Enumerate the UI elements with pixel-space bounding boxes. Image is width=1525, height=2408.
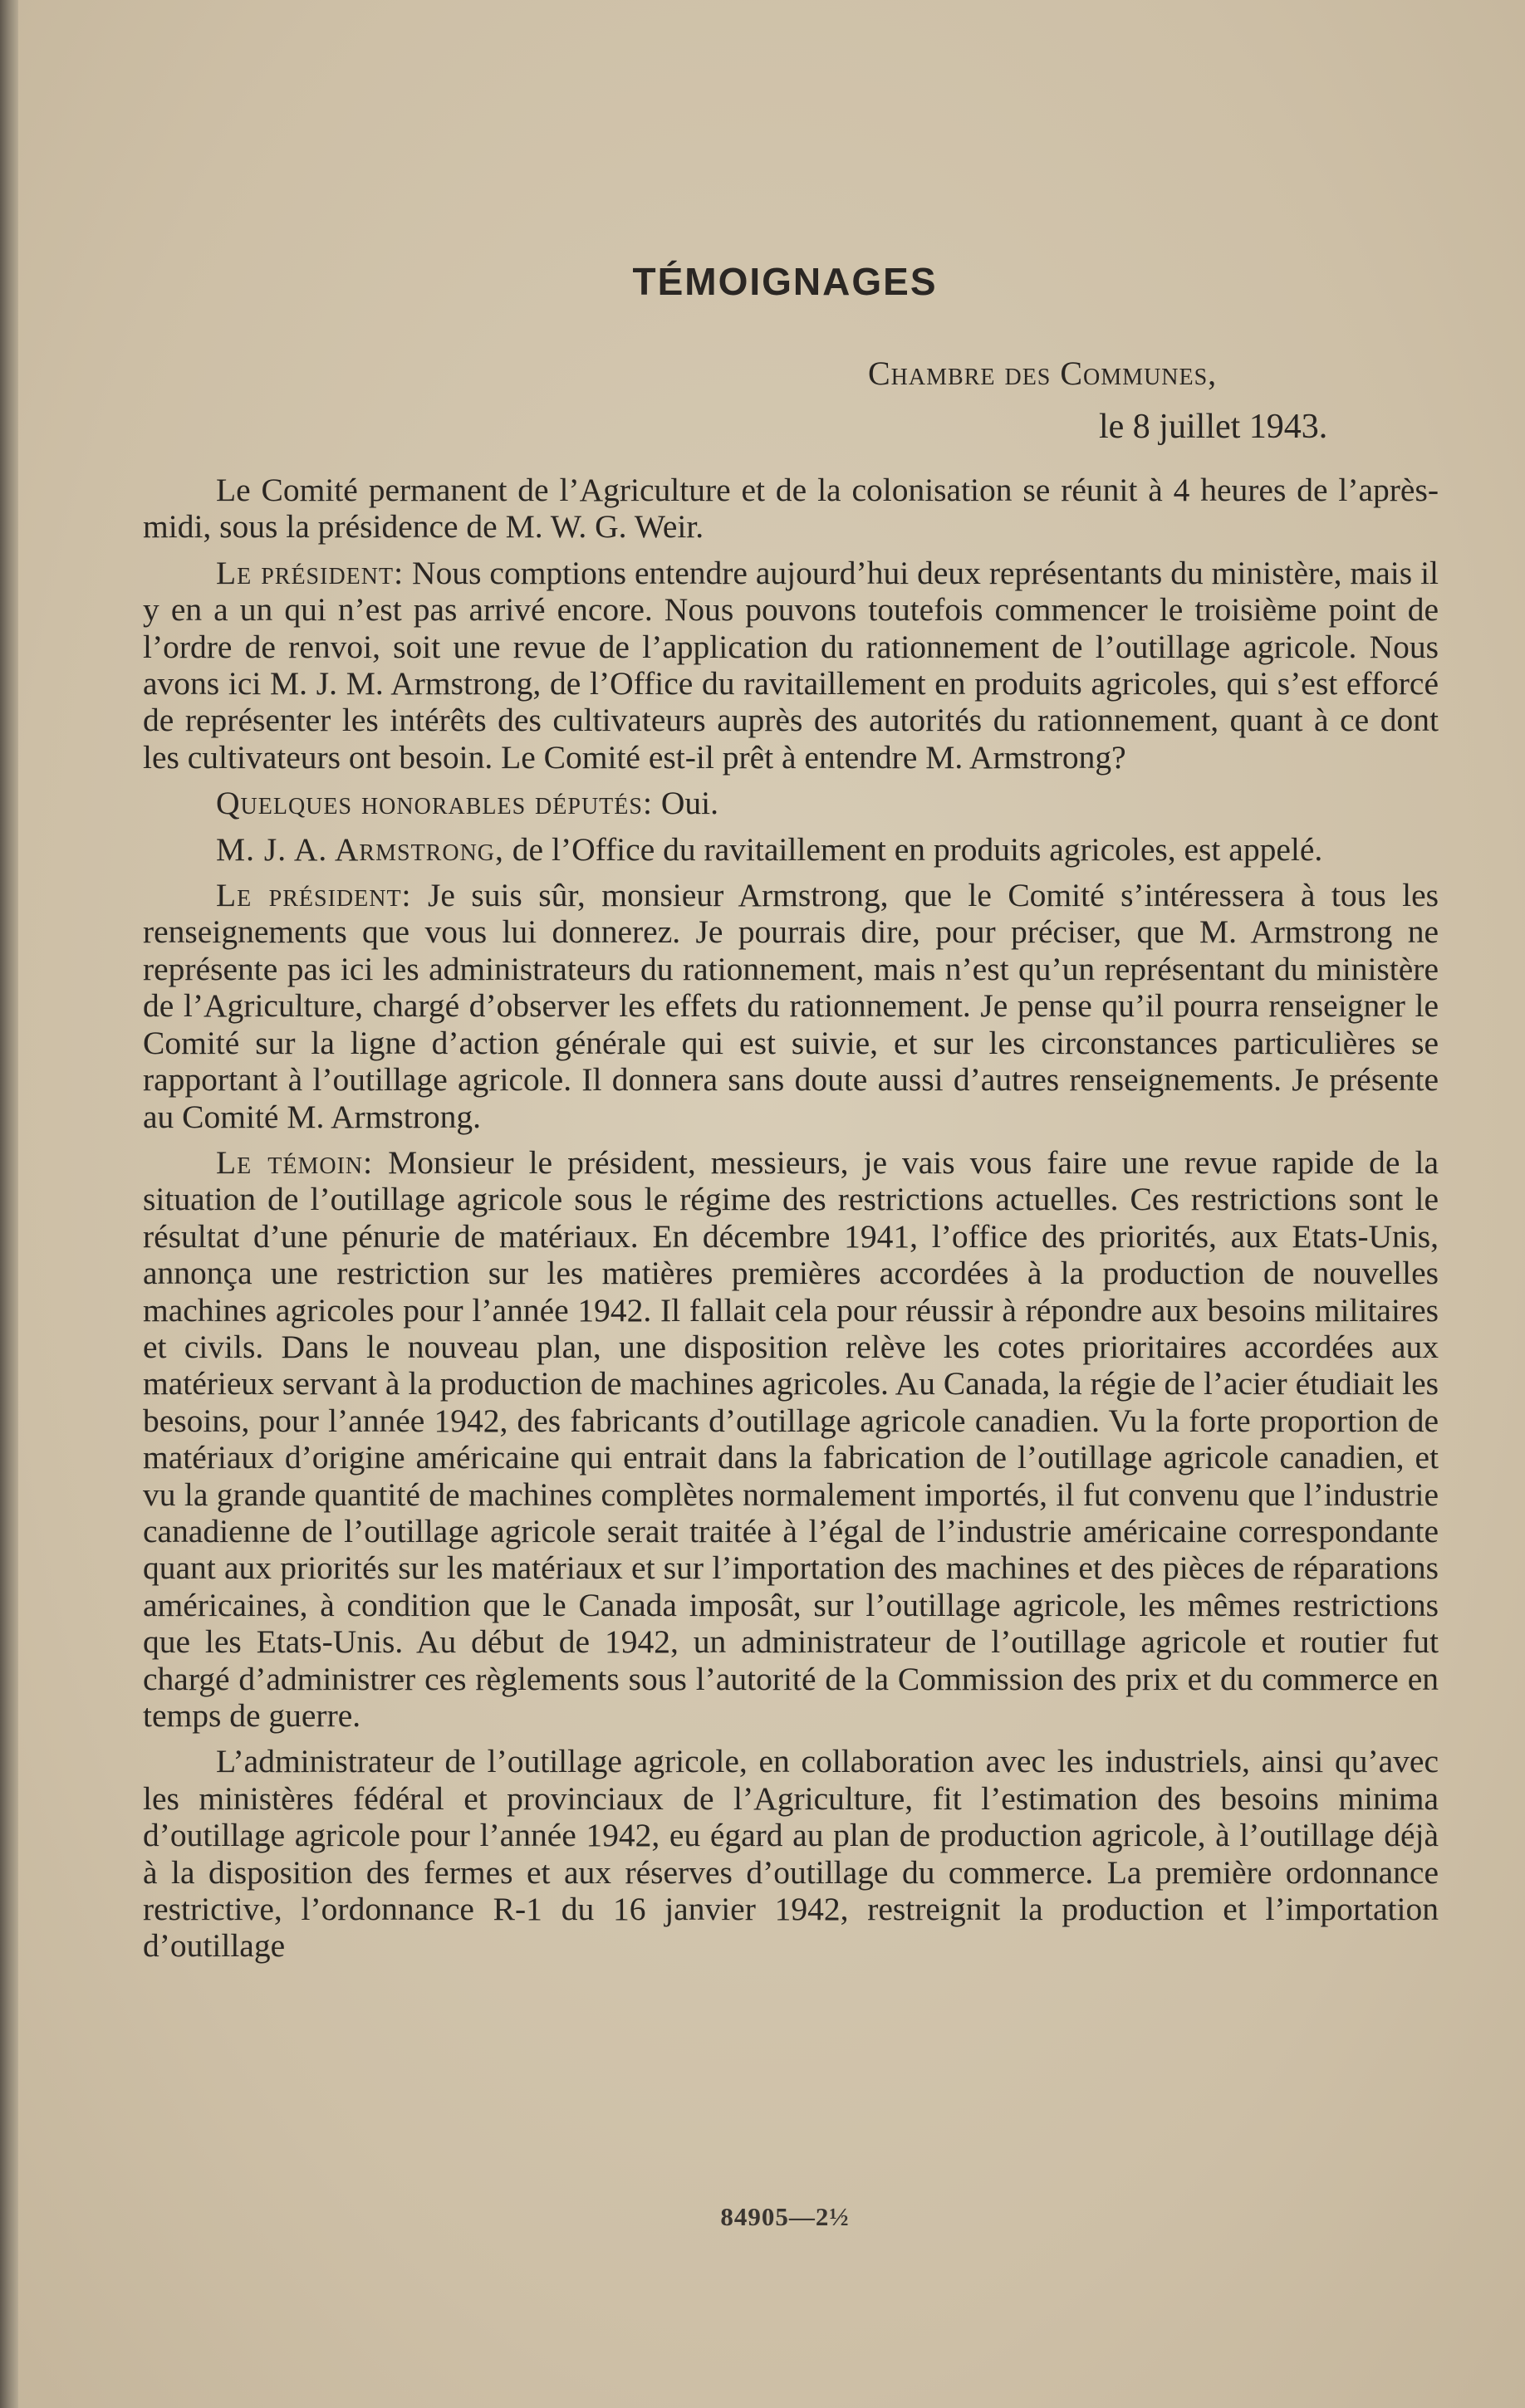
location-line: Chambre des Communes, bbox=[868, 355, 1218, 392]
paragraph-5 bbox=[143, 877, 1439, 1135]
paragraph-6 bbox=[143, 1144, 1439, 1735]
speaker-label: Le témoin: bbox=[216, 1143, 374, 1181]
page-title: TÉMOIGNAGES bbox=[632, 260, 938, 303]
speaker-label: Quelques honorables députés: bbox=[216, 785, 653, 822]
paragraph-7 bbox=[143, 1743, 1439, 1964]
speaker-label: M. J. A. Armstrong, bbox=[216, 830, 504, 868]
paragraph-3 bbox=[143, 785, 1439, 821]
binding-edge bbox=[0, 0, 18, 2408]
date-line: le 8 juillet 1943. bbox=[1099, 408, 1328, 446]
paragraph-text: Le Comité permanent de l’Agriculture et de la colonisation se réunit à 4 heures de l’après-midi, sous la présidence de M. W. G. Weir. bbox=[143, 472, 1439, 546]
speaker-label: Le président: bbox=[216, 877, 412, 914]
paragraph-2 bbox=[143, 555, 1439, 776]
paragraph-text: Je suis sûr, monsieur Armstrong, que le Comité s’intéressera à tous les renseignements que vous lui donnerez. Je pourrais dire, pour préciser, que M. Armstrong ne représente pas ici les administrateurs du rationnement, mais n’est qu’un représentant du ministère de l’Agriculture, chargé d’observer les effets du rationnement. Je pense qu’il pourra renseigner le Comité sur la ligne d’action générale qui est suivie, et sur les circonstances particulières se rapportant à l’outillage agricole. Il donnera sans doute aussi d’autres renseignements. Je présente au Comité M. Armstrong. bbox=[143, 877, 1439, 1135]
paragraph-text: Nous comptions entendre aujourd’hui deux représentants du ministère, mais il y en a un qui n’est pas arrivé encore. Nous pouvons toutefois commencer le troisième point de l’ordre de renvoi, soit une revue de l’application du rationnement de l’outillage agricole. Nous avons ici M. J. M. Armstrong, de l’Office du ravitaillement en produits agricoles, qui s’est efforcé de représenter les intérêts des cultivateurs auprès des autorités du rationnement, quant à ce dont les cultivateurs ont besoin. Le Comité est-il prêt à entendre M. Armstrong? bbox=[143, 554, 1439, 776]
paragraph-1 bbox=[143, 472, 1439, 546]
printer-signature: 84905—2½ bbox=[720, 2202, 850, 2231]
paragraph-text: Monsieur le président, messieurs, je vais vous faire une revue rapide de la situation de l’outillage agricole sous le régime des restrictions actuelles. Ces restrictions sont le résultat d’une pénurie de matériaux. En décembre 1941, l’office des priorités, aux Etats-Unis, annonça une restriction sur les matières premières accordées à la production de nouvelles machines agricoles pour l’année 1942. Il fallait cela pour réussir à répondre aux besoins militaires et civils. Dans le nouveau plan, une disposition relève les cotes prioritaires accordées aux matérieux servant à la production de machines agricoles. Au Canada, la régie de l’acier étudiait les besoins, pour l’année 1942, des fabricants d’outillage agricole canadien. Vu la forte proportion de matériaux d’origine américaine qui entrait dans la fabrication de l’outillage agricole canadien, et vu la grande quantité de machines complètes normalement importés, il fut convenu que l’industrie canadienne de l’outillage agricole serait traitée à l’égal de l’industrie américaine correspondante quant aux priorités sur les matériaux et sur l’importation des machines et des pièces de réparations américaines, à condition que le Canada imposât, sur l’outillage agricole, les mêmes restrictions que les Etats-Unis. Au début de 1942, un administrateur de l’outillage agricole et routier fut chargé d’administrer ces règlements sous l’autorité de la Commission des prix et du commerce en temps de guerre. bbox=[143, 1143, 1439, 1734]
paragraph-text: Oui. bbox=[660, 785, 718, 822]
speaker-label: Le président: bbox=[216, 554, 405, 591]
body-text bbox=[143, 472, 1439, 1974]
paragraph-text: L’administrateur de l’outillage agricole, en collaboration avec les industriels, ainsi qu’avec les ministères fédéral et provinciaux de l’Agriculture, fit l’estimation des besoins minima d’outillage agricole pour l’année 1942, eu égard au plan de production agricole, à l’outillage déjà à la disposition des fermes et aux réserves d’outillage du commerce. La première ordonnance restrictive, l’ordonnance R-1 du 16 janvier 1942, restreignit la production et l’importation d’outillage bbox=[143, 1743, 1439, 1965]
paragraph-text: de l’Office du ravitaillement en produits agricoles, est appelé. bbox=[512, 830, 1323, 868]
paragraph-4 bbox=[143, 831, 1439, 868]
